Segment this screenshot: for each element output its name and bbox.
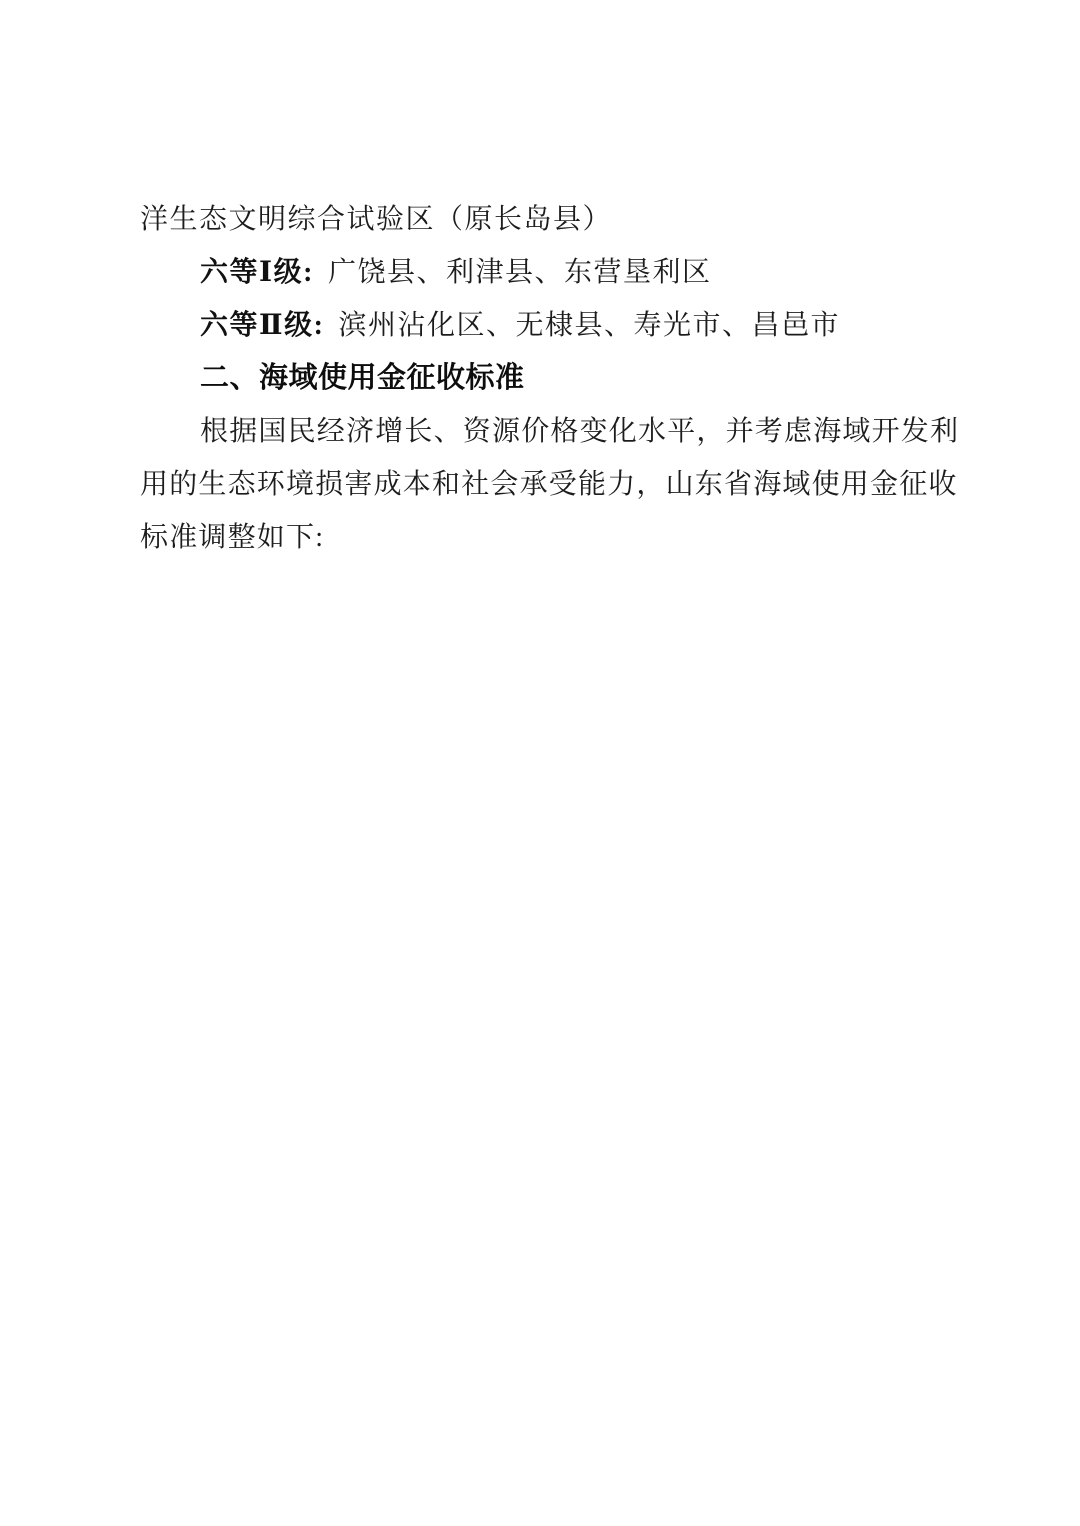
section-heading: 二、海域使用金征收标准 — [200, 362, 525, 394]
grade-1-label: 六等Ⅰ级: — [200, 257, 314, 288]
grade-line-2 — [140, 299, 960, 352]
paragraph-line: 根据国民经济增长、资源价格变化水平，并考虑海域开发利 — [200, 416, 960, 447]
grade-1-value: 广饶县、利津县、东营垦利区 — [327, 257, 712, 288]
grade-2-label: 六等Ⅱ级: — [200, 310, 325, 341]
paragraph-line: 标准调整如下: — [140, 522, 325, 553]
continuation-text-line: 洋生态文明综合试验区（原长岛县） — [140, 204, 613, 235]
document-body — [140, 193, 960, 564]
grade-line-1 — [140, 246, 960, 299]
grade-2-value: 滨州沾化区、无棣县、寿光市、昌邑市 — [338, 310, 840, 341]
paragraph-line: 用的生态环境损害成本和社会承受能力，山东省海域使用金征收 — [140, 469, 958, 500]
